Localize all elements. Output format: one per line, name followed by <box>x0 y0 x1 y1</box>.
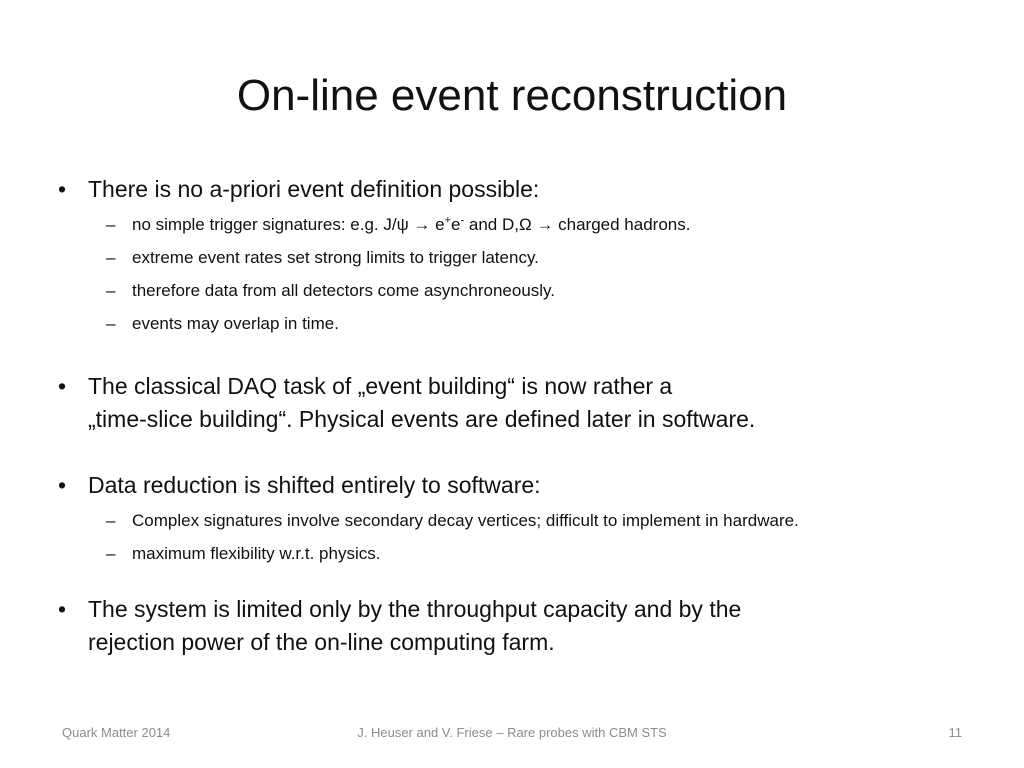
bullet-text-line-1: The classical DAQ task of „event building“ is now rather a <box>88 373 673 399</box>
sub-bullet-3-1 <box>106 509 799 533</box>
sub-dash: – <box>106 511 116 530</box>
sub-text: therefore data from all detectors come asynchroneously. <box>132 281 556 300</box>
footer-left: Quark Matter 2014 <box>62 725 171 740</box>
sub-text-prefix: no simple trigger signatures: e.g. J/ψ → e <box>132 215 445 234</box>
bullet-1 <box>58 173 539 206</box>
bullet-3 <box>58 469 541 502</box>
sub-text <box>132 213 690 237</box>
sub-bullet-1-1 <box>106 213 690 237</box>
bullet-text-line-1: The system is limited only by the throughput capacity and by the <box>88 596 742 622</box>
sub-dash: – <box>106 281 116 300</box>
bullet-dot: • <box>58 176 67 202</box>
sub-dash: – <box>106 215 116 234</box>
slide-title: On-line event reconstruction <box>236 71 788 120</box>
footer-page-number: 11 <box>948 725 962 740</box>
bullet-4 <box>58 593 741 659</box>
bullet-dot: • <box>58 472 67 498</box>
superscript-minus: - <box>460 214 465 227</box>
sub-dash: – <box>106 248 116 267</box>
sub-text-suffix: and D,Ω → charged hadrons. <box>464 215 691 234</box>
footer-center: J. Heuser and V. Friese – Rare probes with CBM STS <box>357 725 667 740</box>
sub-text: extreme event rates set strong limits to trigger latency. <box>132 248 539 267</box>
sub-text: events may overlap in time. <box>132 314 339 333</box>
sub-bullet-1-3 <box>106 279 555 303</box>
sub-bullet-1-4 <box>106 312 339 336</box>
bullet-dot: • <box>58 373 67 399</box>
bullet-dot: • <box>58 596 67 622</box>
bullet-text-line-2: rejection power of the on-line computing farm. <box>88 629 555 655</box>
sub-bullet-3-2 <box>106 542 380 566</box>
bullet-2 <box>58 370 755 436</box>
sub-dash: – <box>106 544 116 563</box>
sub-text: maximum flexibility w.r.t. physics. <box>132 544 381 563</box>
superscript-plus: + <box>444 214 452 227</box>
bullet-text-line-2: „time-slice building“. Physical events are defined later in software. <box>88 406 756 432</box>
sub-dash: – <box>106 314 116 333</box>
bullet-text: Data reduction is shifted entirely to software: <box>88 472 541 498</box>
bullet-text: There is no a-priori event definition possible: <box>88 176 540 202</box>
sub-text: Complex signatures involve secondary decay vertices; difficult to implement in hardware. <box>132 511 799 530</box>
sub-text-mid: e <box>451 215 461 234</box>
sub-bullet-1-2 <box>106 246 539 270</box>
